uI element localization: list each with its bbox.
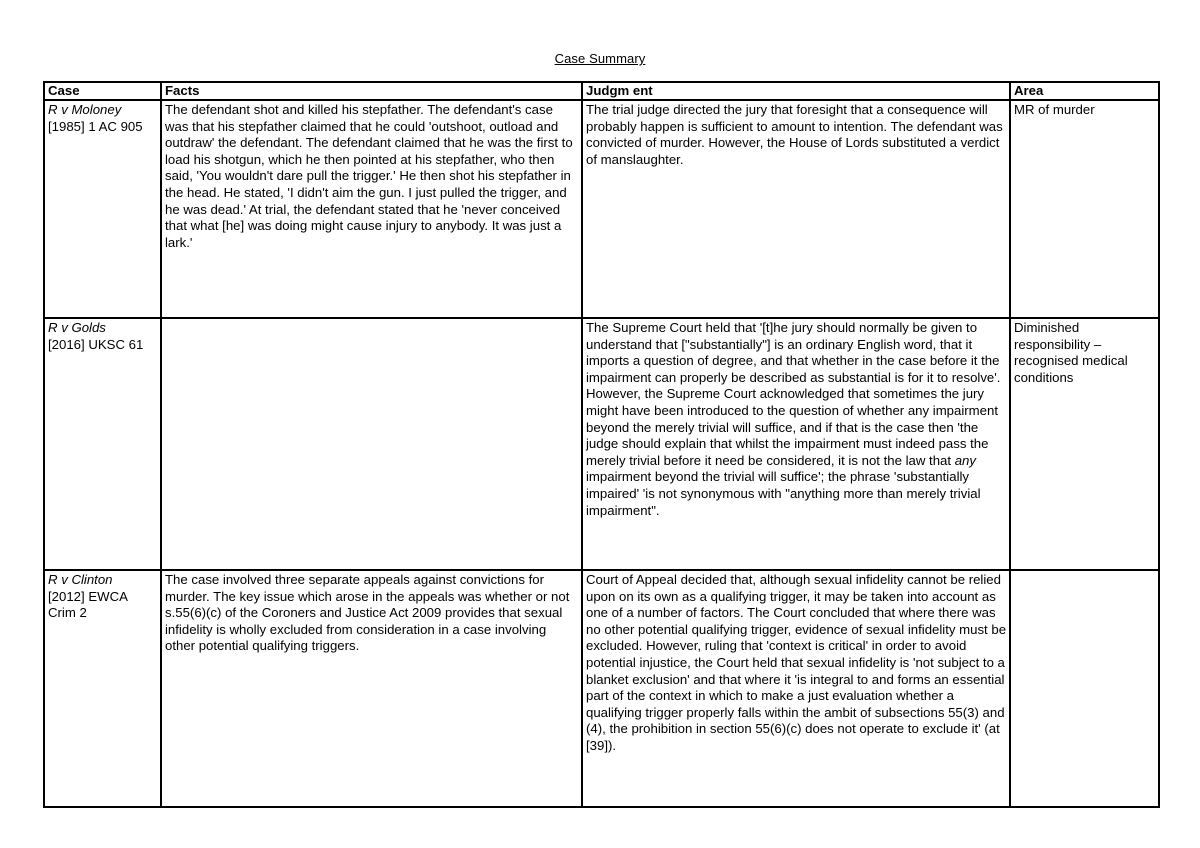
judgment-text-continued: impairment beyond the trivial will suffice'; the phrase 'substantially impaired' 'is not synonymous with "anything more than merely trivial impairment". bbox=[586, 469, 981, 518]
table-header-row bbox=[44, 82, 1159, 100]
table-row bbox=[44, 318, 1159, 570]
case-citation: [2016] UKSC 61 bbox=[48, 336, 144, 352]
page-title: Case Summary bbox=[554, 51, 646, 66]
case-cell bbox=[44, 570, 161, 807]
judgment-cell bbox=[582, 318, 1010, 570]
case-name: R v Clinton bbox=[48, 572, 113, 587]
judgment-cell: Court of Appeal decided that, although sexual infidelity cannot be relied upon on its own as a qualifying trigger, it may be taken into account as one of a number of factors. The Court concluded that where there was no other potential qualifying trigger, evidence of sexual infidelity must be excluded. However, ruling that 'context is critical' in order to avoid potential injustice, the Court held that sexual infidelity is 'not subject to a blanket exclusion' and that where it 'is integral to and forms an essential part of the context in which to make a just evaluation whether a qualifying trigger properly falls within the ambit of subsections 55(3) and (4), the prohibition in section 55(6)(c) does not operate to exclude it' (at [39]). bbox=[582, 570, 1010, 807]
column-header-facts: Facts bbox=[161, 82, 582, 100]
column-header-judgment: Judgm ent bbox=[582, 82, 1010, 100]
case-cell bbox=[44, 100, 161, 318]
case-name: R v Golds bbox=[48, 320, 106, 335]
judgment-text: The Supreme Court held that '[t]he jury should normally be given to understand that ["substantially"] is an ordinary English word, that it imports a question of degree, and that whether in the case before it the impairment can properly be described as substantial is for it to resolve'. However, the Supreme Court acknowledged that sometimes the jury might have been introduced to the question of whether any impairment beyond the merely trivial will suffice, and if that is the case then 'the judge should explain that whilst the impairment must indeed pass the merely trivial before it need be considered, it is not the law that bbox=[586, 320, 1001, 468]
case-name: R v Moloney bbox=[48, 102, 122, 117]
column-header-area: Area bbox=[1010, 82, 1159, 100]
table-row bbox=[44, 100, 1159, 318]
area-cell bbox=[1010, 570, 1159, 807]
facts-cell: The case involved three separate appeals against convictions for murder. The key issue which arose in the appeals was whether or not s.55(6)(c) of the Coroners and Justice Act 2009 provides that sexual infidelity is wholly excluded from consideration in a case involving other potential qualifying triggers. bbox=[161, 570, 582, 807]
column-header-case: Case bbox=[44, 82, 161, 100]
case-summary-table bbox=[43, 81, 1160, 808]
case-citation: [1985] 1 AC 905 bbox=[48, 118, 143, 134]
facts-cell bbox=[161, 318, 582, 570]
area-cell: Diminished responsibility – recognised medical conditions bbox=[1010, 318, 1159, 570]
judgment-cell: The trial judge directed the jury that foresight that a consequence will probably happen is sufficient to amount to intention. The defendant was convicted of murder. However, the House of Lords substituted a verdict of manslaughter. bbox=[582, 100, 1010, 318]
table-row bbox=[44, 570, 1159, 807]
case-cell bbox=[44, 318, 161, 570]
case-citation: [2012] EWCA Crim 2 bbox=[48, 588, 128, 621]
area-cell: MR of murder bbox=[1010, 100, 1159, 318]
judgment-emphasis: any bbox=[954, 452, 976, 468]
facts-cell: The defendant shot and killed his stepfather. The defendant's case was that his stepfather claimed that he could 'outshoot, outload and outdraw' the defendant. The defendant claimed that he was the first to load his shotgun, which he then pointed at his stepfather, who then said, 'You wouldn't dare pull the trigger.' He then shot his stepfather in the head. He stated, 'I didn't aim the gun. I just pulled the trigger, and he was dead.' At trial, the defendant stated that he 'never conceived that what [he] was doing might cause injury to anybody. It was just a lark.' bbox=[161, 100, 582, 318]
